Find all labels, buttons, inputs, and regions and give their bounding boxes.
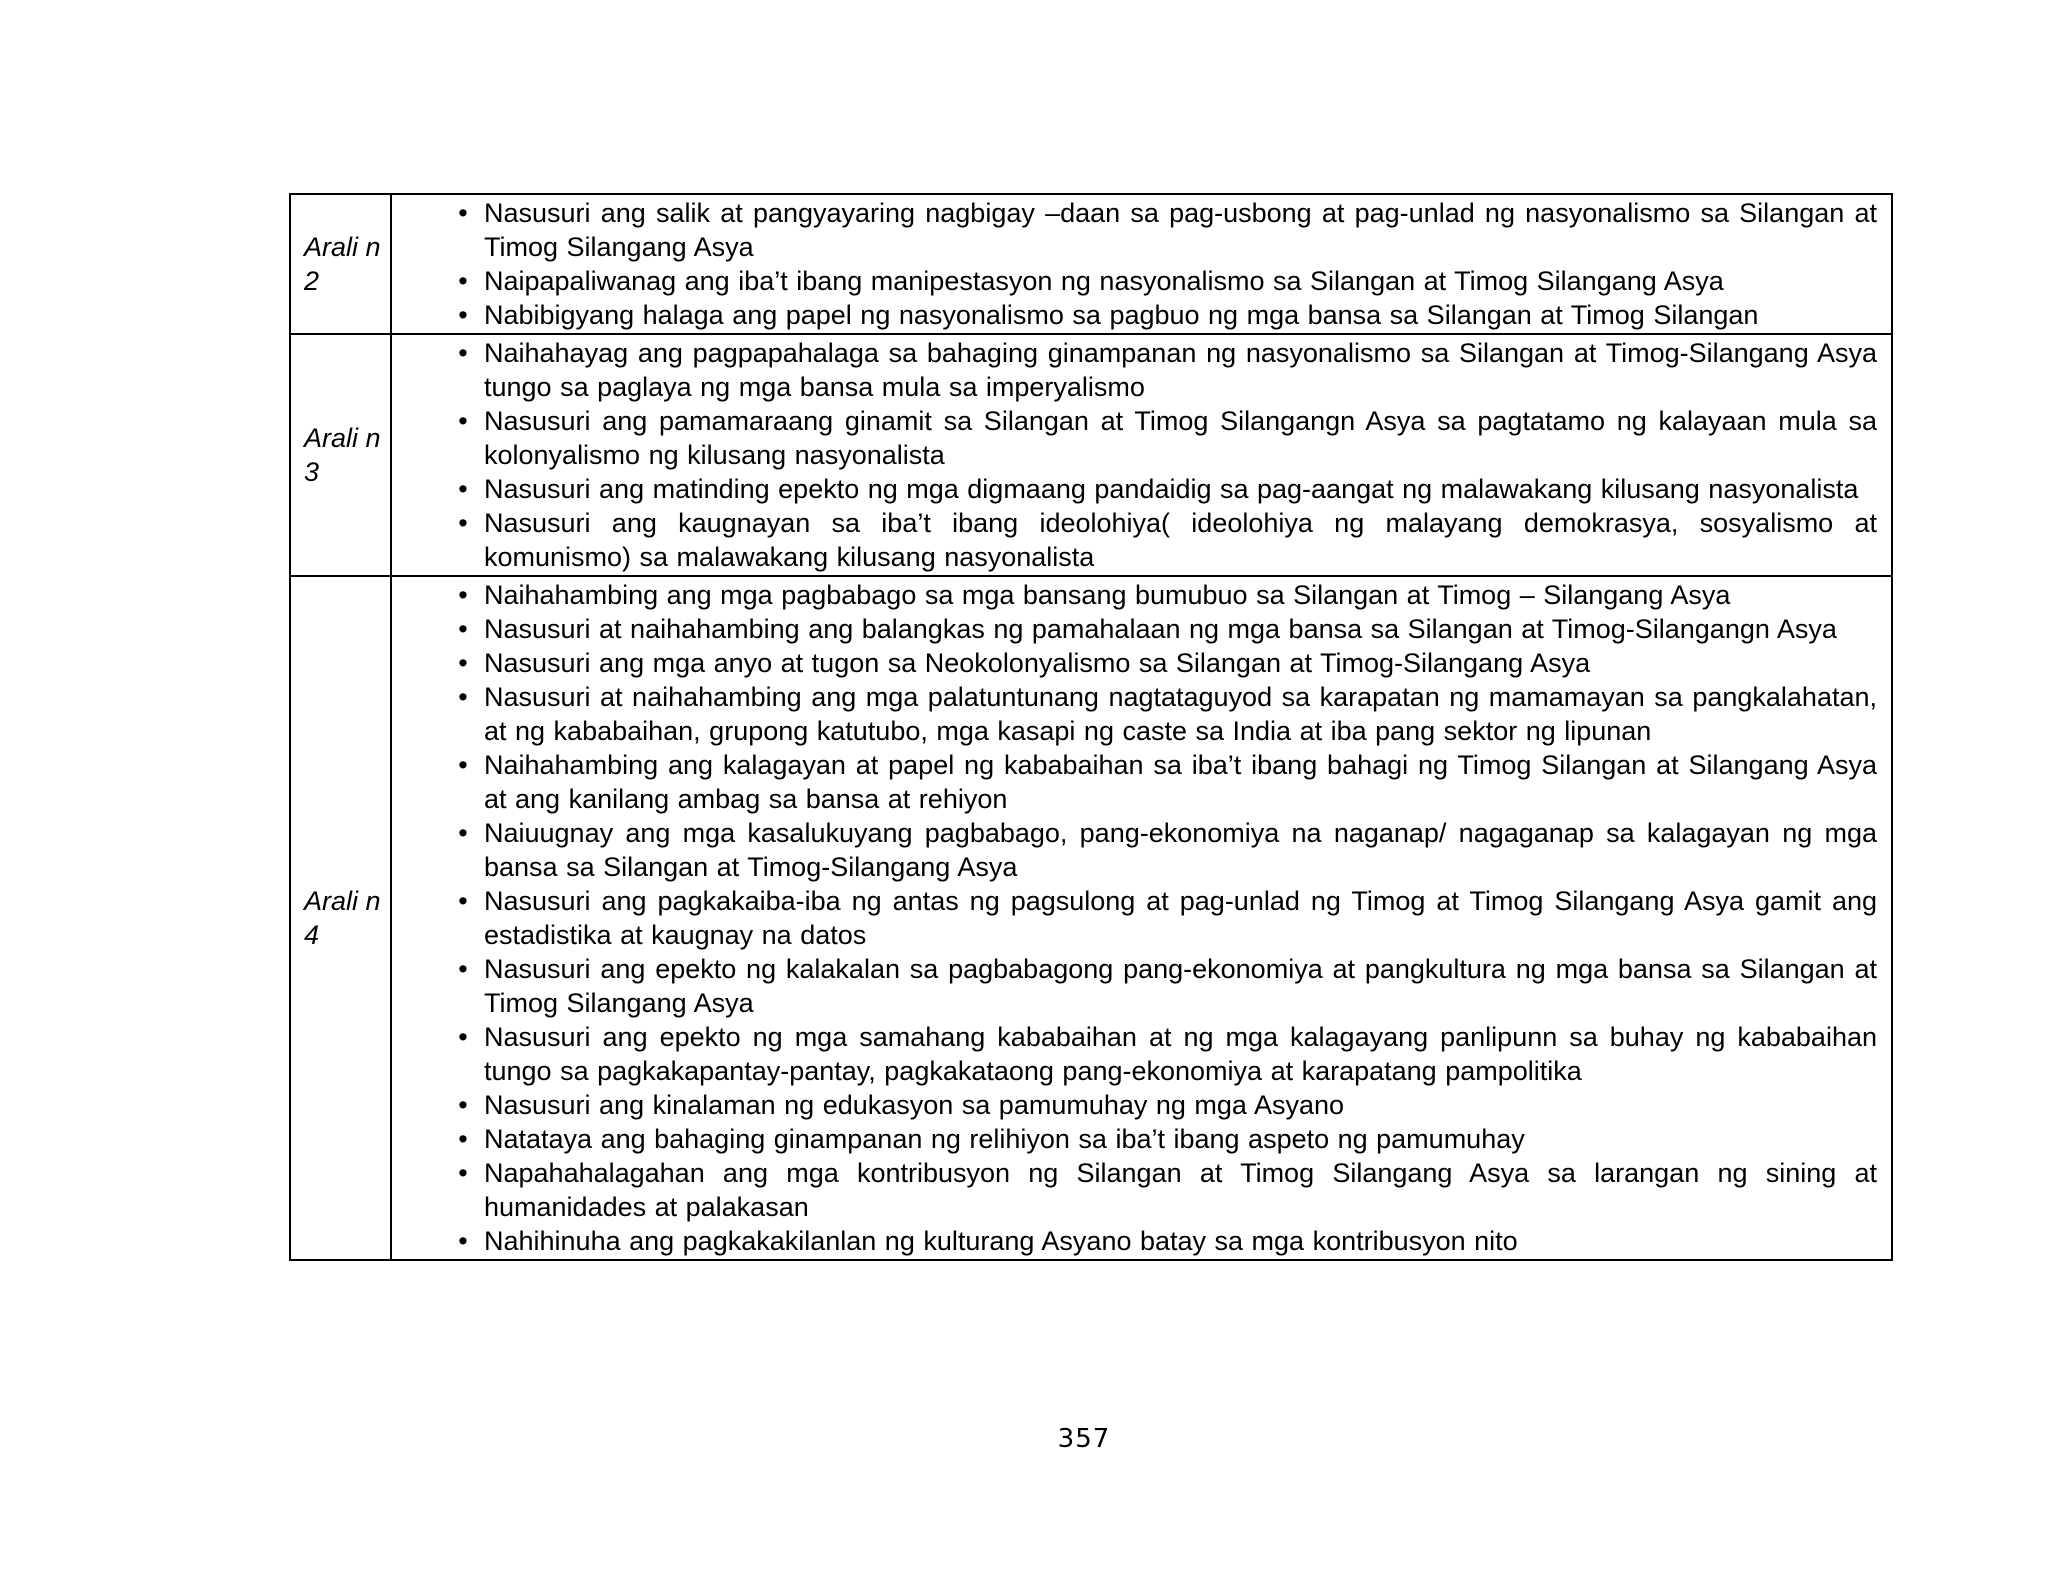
list-item	[452, 336, 1877, 404]
list-item	[452, 298, 1877, 332]
list-item-text: Nasusuri ang epekto ng kalakalan sa pagbabagong pang-ekonomiya at pangkultura ng mga bansa sa Silangan at Timog Silangang Asya	[484, 954, 1877, 1018]
bullet-icon: •	[458, 406, 468, 436]
competency-list-3	[452, 336, 1877, 574]
list-item-text: Nasusuri ang mga anyo at tugon sa Neokolonyalismo sa Silangan at Timog-Silangang Asya	[484, 648, 1591, 678]
bullet-icon: •	[458, 648, 468, 678]
list-item	[452, 578, 1877, 612]
list-item	[452, 196, 1877, 264]
aralin-label-3: Arali n 3	[290, 334, 391, 576]
list-item	[452, 612, 1877, 646]
bullet-icon: •	[458, 508, 468, 538]
list-item-text: Nasusuri ang matinding epekto ng mga digmaang pandaidig sa pag-aangat ng malawakang kilusang nasyonalista	[484, 474, 1859, 504]
bullet-icon: •	[458, 1124, 468, 1154]
list-item	[452, 1020, 1877, 1088]
bullet-icon: •	[458, 614, 468, 644]
list-item	[452, 646, 1877, 680]
bullet-icon: •	[458, 1226, 468, 1256]
list-item-text: Nasusuri ang kinalaman ng edukasyon sa pamumuhay ng mga Asyano	[484, 1090, 1345, 1120]
list-item-text: Naihahambing ang mga pagbabago sa mga bansang bumubuo sa Silangan at Timog – Silangang Asya	[484, 580, 1731, 610]
bullet-icon: •	[458, 266, 468, 296]
list-item-text: Nasusuri ang pagkakaiba-iba ng antas ng pagsulong at pag-unlad ng Timog at Timog Silangang Asya gamit ang estadistika at kaugnay na datos	[484, 886, 1877, 950]
list-item	[452, 1156, 1877, 1224]
bullet-icon: •	[458, 954, 468, 984]
list-item-text: Naiuugnay ang mga kasalukuyang pagbabago, pang-ekonomiya na naganap/ nagaganap sa kalagayan ng mga bansa sa Silangan at Timog-Silangang Asya	[484, 818, 1877, 882]
bullet-icon: •	[458, 1090, 468, 1120]
bullet-icon: •	[458, 1158, 468, 1188]
competency-cell-4	[391, 576, 1892, 1260]
list-item	[452, 1088, 1877, 1122]
competency-cell-2	[391, 194, 1892, 334]
list-item-text: Nasusuri ang epekto ng mga samahang kababaihan at ng mga kalagayang panlipunn sa buhay ng kababaihan tungo sa pagkakapantay-pantay, pagkakataong pang-ekonomiya at karapatang pampolitika	[484, 1022, 1877, 1086]
list-item	[452, 472, 1877, 506]
table-row-aralin-3	[290, 334, 1892, 576]
bullet-icon: •	[458, 886, 468, 916]
page-number: 357	[1057, 1424, 1111, 1454]
competency-list-4	[452, 578, 1877, 1258]
list-item-text: Nasusuri ang pamamaraang ginamit sa Silangan at Timog Silangangn Asya sa pagtatamo ng kalayaan mula sa kolonyalismo ng kilusang nasyonalista	[484, 406, 1877, 470]
bullet-icon: •	[458, 818, 468, 848]
list-item-text: Nabibigyang halaga ang papel ng nasyonalismo sa pagbuo ng mga bansa sa Silangan at Timog Silangan	[484, 300, 1759, 330]
bullet-icon: •	[458, 198, 468, 228]
list-item-text: Nasusuri ang salik at pangyayaring nagbigay –daan sa pag-usbong at pag-unlad ng nasyonalismo sa Silangan at Timog Silangang Asya	[484, 198, 1877, 262]
aralin-label-4: Arali n 4	[290, 576, 391, 1260]
list-item	[452, 1224, 1877, 1258]
list-item	[452, 680, 1877, 748]
list-item-text: Nahihinuha ang pagkakakilanlan ng kulturang Asyano batay sa mga kontribusyon nito	[484, 1226, 1518, 1256]
list-item-text: Naipapaliwanag ang iba’t ibang manipestasyon ng nasyonalismo sa Silangan at Timog Silangang Asya	[484, 266, 1724, 296]
bullet-icon: •	[458, 300, 468, 330]
list-item	[452, 952, 1877, 1020]
bullet-icon: •	[458, 338, 468, 368]
competency-list-2	[452, 196, 1877, 332]
list-item	[452, 404, 1877, 472]
competency-table-body	[290, 194, 1892, 1260]
list-item-text: Naihahayag ang pagpapahalaga sa bahaging ginampanan ng nasyonalismo sa Silangan at Timog-Silangang Asya tungo sa paglaya ng mga bansa mula sa imperyalismo	[484, 338, 1877, 402]
list-item	[452, 884, 1877, 952]
list-item-text: Napahahalagahan ang mga kontribusyon ng Silangan at Timog Silangang Asya sa larangan ng sining at humanidades at palakasan	[484, 1158, 1877, 1222]
list-item	[452, 264, 1877, 298]
bullet-icon: •	[458, 750, 468, 780]
bullet-icon: •	[458, 580, 468, 610]
table-row-aralin-2	[290, 194, 1892, 334]
competency-cell-3	[391, 334, 1892, 576]
list-item	[452, 816, 1877, 884]
aralin-label-2: Arali n 2	[290, 194, 391, 334]
competency-table	[289, 193, 1893, 1261]
bullet-icon: •	[458, 682, 468, 712]
bullet-icon: •	[458, 1022, 468, 1052]
table-row-aralin-4	[290, 576, 1892, 1260]
list-item-text: Naihahambing ang kalagayan at papel ng kababaihan sa iba’t ibang bahagi ng Timog Silangan at Silangang Asya at ang kanilang ambag sa bansa at rehiyon	[484, 750, 1877, 814]
list-item	[452, 1122, 1877, 1156]
bullet-icon: •	[458, 474, 468, 504]
list-item-text: Nasusuri ang kaugnayan sa iba’t ibang ideolohiya( ideolohiya ng malayang demokrasya, sosyalismo at komunismo) sa malawakang kilusang nasyonalista	[484, 508, 1877, 572]
list-item-text: Nasusuri at naihahambing ang mga palatuntunang nagtataguyod sa karapatan ng mamamayan sa pangkalahatan, at ng kababaihan, grupong katutubo, mga kasapi ng caste sa India at iba pang sektor ng lipunan	[484, 682, 1877, 746]
list-item-text: Nasusuri at naihahambing ang balangkas ng pamahalaan ng mga bansa sa Silangan at Timog-Silangangn Asya	[484, 614, 1837, 644]
list-item-text: Natataya ang bahaging ginampanan ng relihiyon sa iba’t ibang aspeto ng pamumuhay	[484, 1124, 1525, 1154]
list-item	[452, 748, 1877, 816]
list-item	[452, 506, 1877, 574]
